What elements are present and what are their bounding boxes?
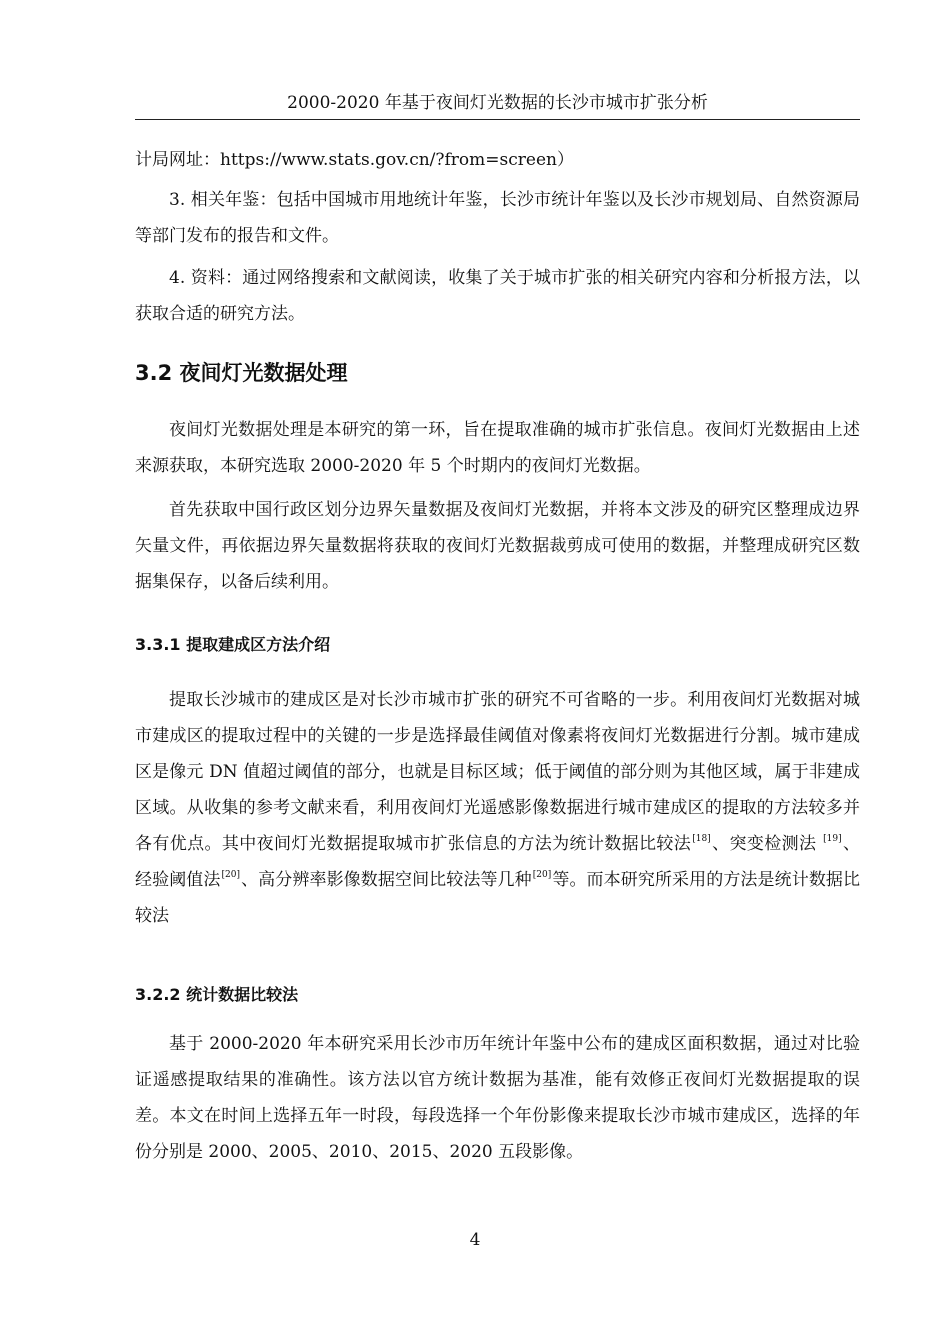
paragraph-builtup-methods bbox=[135, 682, 860, 934]
citation-ref: [20] bbox=[532, 870, 552, 880]
text-segment: 提取长沙城市的建成区是对长沙市城市扩张的研究不可省略的一步。利用夜间灯光数据对城市建成区的提取过程中的关键的一步是选择最佳阈值对像素将夜间灯光数据进行分割。城市建成区是像元 DN 值超过阈值的部分，也就是目标区域；低于阈值的部分则为其他区域，属于非建成区域。从收集的参考文献来看，利用夜间灯光遥感影像数据进行城市建成区的提取的方法较多并各有优点。其中夜间灯光数据提取城市扩张信息的方法为统计数据比较法 bbox=[135, 690, 860, 854]
paragraph-statistical-comparison: 基于 2000-2020 年本研究采用长沙市历年统计年鉴中公布的建成区面积数据，通过对比验证遥感提取结果的准确性。该方法以官方统计数据为基准，能有效修正夜间灯光数据提取的误差。本文在时间上选择五年一时段，每段选择一个年份影像来提取长沙市城市建成区，选择的年份分别是 2000、2005、2010、2015、2020 五段影像。 bbox=[135, 1034, 860, 1162]
paragraph-nightlight-steps: 首先获取中国行政区划分边界矢量数据及夜间灯光数据，并将本文涉及的研究区整理成边界矢量文件，再依据边界矢量数据将获取的夜间灯光数据裁剪成可使用的数据，并整理成研究区数据集保存，以备后续利用。 bbox=[135, 500, 860, 592]
text-segment: 、经验阈值法 bbox=[135, 834, 861, 890]
citation-ref: [18] bbox=[692, 834, 711, 844]
section-heading-3-2-2: 3.2.2 统计数据比较法 bbox=[135, 985, 299, 1004]
running-header bbox=[135, 90, 860, 120]
running-header-title: 2000-2020 年基于夜间灯光数据的长沙市城市扩张分析 bbox=[287, 93, 708, 113]
text-segment: 等。而本研究所采用的方法是统计数据比较法 bbox=[135, 870, 861, 926]
paragraph-materials: 4. 资料：通过网络搜索和文献阅读，收集了关于城市扩张的相关研究内容和分析报方法，以获取合适的研究方法。 bbox=[135, 268, 860, 324]
paragraph-yearbooks: 3. 相关年鉴：包括中国城市用地统计年鉴，长沙市统计年鉴以及长沙市规划局、自然资源局等部门发布的报告和文件。 bbox=[135, 190, 860, 246]
text-segment: 、突变检测法 bbox=[711, 834, 823, 854]
citation-ref: [20] bbox=[221, 870, 240, 880]
paragraph-nightlight-intro: 夜间灯光数据处理是本研究的第一环，旨在提取准确的城市扩张信息。夜间灯光数据由上述来源获取，本研究选取 2000-2020 年 5 个时期内的夜间灯光数据。 bbox=[135, 420, 860, 476]
paragraph-source-url: 计局网址：https://www.stats.gov.cn/?from=screen） bbox=[135, 150, 574, 170]
text-segment: 、高分辨率影像数据空间比较法等几种 bbox=[240, 870, 532, 890]
page-number: 4 bbox=[469, 1230, 481, 1250]
section-heading-3-3-1: 3.3.1 提取建成区方法介绍 bbox=[135, 635, 331, 654]
section-heading-3-2: 3.2 夜间灯光数据处理 bbox=[135, 361, 348, 385]
citation-ref: [19] bbox=[823, 834, 842, 844]
